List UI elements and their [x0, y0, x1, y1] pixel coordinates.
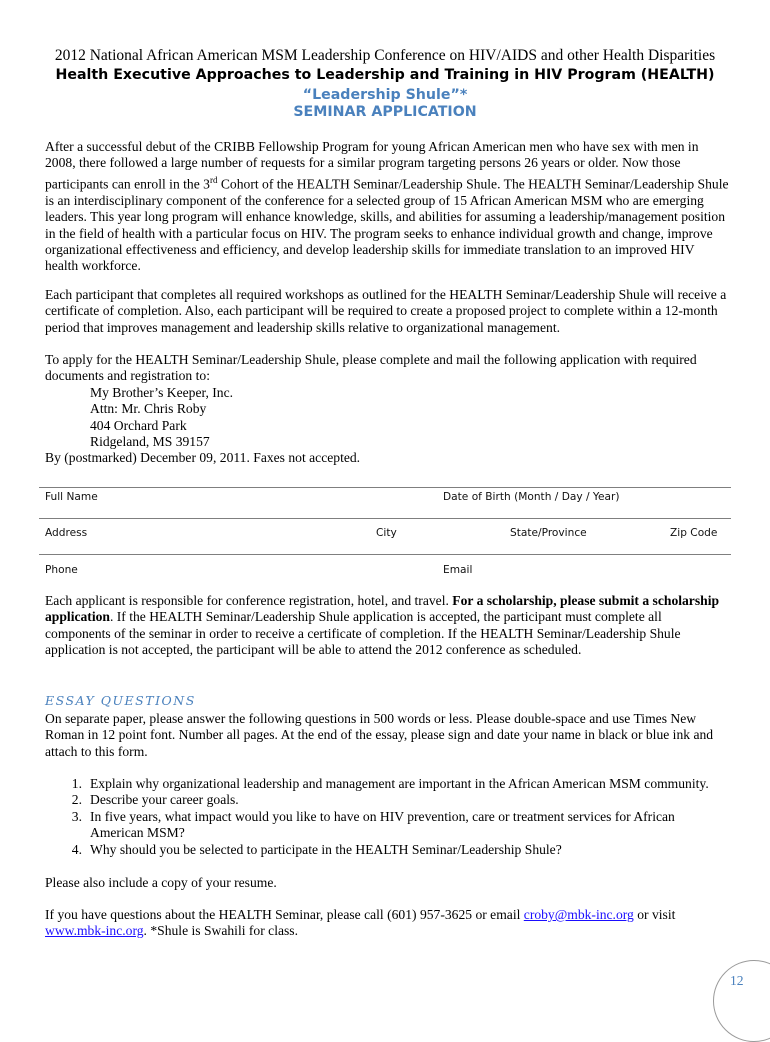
- state-label: State/Province: [510, 527, 587, 539]
- dob-label: Date of Birth (Month / Day / Year): [443, 491, 620, 503]
- application-instructions: [45, 352, 730, 467]
- question-number: 3.: [71, 808, 82, 824]
- footnote-text: . *Shule is Swahili for class.: [143, 923, 298, 939]
- responsibility-text-end: . If the HEALTH Seminar/Leadership Shule application is accepted, the participant must complete all components of the seminar in order to receive a certificate of completion. If the HEALTH Seminar/Leadership Shule application is not accepted, the participant will be able to attend the 2012 conference as scheduled.: [45, 609, 681, 658]
- question-number: 2.: [71, 792, 82, 808]
- essay-section-heading: ESSAY QUESTIONS: [45, 693, 196, 708]
- essay-instructions: On separate paper, please answer the following questions in 500 words or less. Please double-space and use Times New Roman in 12 point font. Number all pages. At the end of the essay, please sign and date your name in black or blue ink and attach to this form.: [45, 711, 714, 759]
- certificate-paragraph: Each participant that completes all required workshops as outlined for the HEALTH Seminar/Leadership Shule will receive a certificate of completion. Also, each participant will be required to create a proposed project to complete within a 12-month period that improves management and leadership skills relative to organizational management.: [45, 287, 727, 335]
- intro-paragraph: [45, 139, 730, 275]
- list-item: [45, 809, 730, 842]
- intro-text-start: After a successful debut of the CRIBB Fellowship Program for young African American men who have sex with men in 2008, there followed a large number of requests for a similar program targeting persons 26 years or older. Now those participants can enroll in the 3: [45, 139, 699, 192]
- form-row-address: [39, 524, 731, 555]
- program-subtitle: “Leadership Shule”*: [302, 87, 468, 103]
- form-row-contact: [39, 561, 731, 591]
- email-link[interactable]: croby@mbk-inc.org: [523, 907, 634, 922]
- question-text: In five years, what impact would you like to have on HIV prevention, care or treatment services for African American MSM?: [90, 808, 675, 841]
- deadline-text: By (postmarked) December 09, 2011. Faxes not accepted.: [45, 450, 361, 466]
- zip-label: Zip Code: [670, 527, 718, 539]
- question-number: 1.: [71, 776, 82, 791]
- ordinal-suffix: rd: [209, 174, 218, 185]
- conference-title: 2012 National African American MSM Leadership Conference on HIV/AIDS and other Health Disparities: [54, 47, 716, 64]
- email-label: Email: [443, 564, 473, 576]
- question-number: 4.: [71, 841, 82, 857]
- document-title: SEMINAR APPLICATION: [293, 104, 477, 120]
- address-line: 404 Orchard Park: [90, 417, 187, 433]
- scholarship-note: For a scholarship, please submit a scholarship application: [45, 593, 720, 625]
- address-line: Ridgeland, MS 39157: [90, 434, 210, 450]
- contact-text: If you have questions about the HEALTH Seminar, please call (601) 957-3625 or email: [45, 907, 524, 922]
- mail-instructions: To apply for the HEALTH Seminar/Leadership Shule, please complete and mail the following application with required documents and registration to:: [45, 352, 697, 384]
- address-line: Attn: Mr. Chris Roby: [90, 401, 207, 417]
- contact-paragraph: [45, 907, 730, 940]
- question-text: Why should you be selected to participate in the HEALTH Seminar/Leadership Shule?: [90, 841, 562, 857]
- responsibility-text: Each applicant is responsible for conference registration, hotel, and travel.: [45, 593, 453, 608]
- city-label: City: [376, 527, 397, 539]
- phone-label: Phone: [45, 564, 78, 576]
- address-line: My Brother’s Keeper, Inc.: [90, 384, 234, 400]
- essay-questions-list: [45, 776, 730, 858]
- list-item: [45, 792, 730, 808]
- website-link[interactable]: www.mbk-inc.org: [45, 923, 144, 939]
- form-row-name: [39, 487, 731, 519]
- question-text: Describe your career goals.: [90, 792, 239, 808]
- program-title: Health Executive Approaches to Leadership and Training in HIV Program (HEALTH): [55, 67, 715, 83]
- page-number: 12: [730, 973, 744, 988]
- address-label: Address: [45, 527, 88, 539]
- responsibility-paragraph: [45, 593, 730, 659]
- resume-note: Please also include a copy of your resume.: [45, 875, 277, 890]
- list-item: [45, 776, 730, 792]
- contact-text-mid: or visit: [633, 907, 676, 922]
- list-item: [45, 842, 730, 858]
- question-text: Explain why organizational leadership and management are important in the African American MSM community.: [90, 776, 709, 791]
- intro-text-end: Cohort of the HEALTH Seminar/Leadership Shule. The HEALTH Seminar/Leadership Shule is an interdisciplinary component of the conference for a selected group of 15 African American MSM who are emerging leaders. This year long program will enhance knowledge, skills, and abilities for assuming a leadership/management position in the field of health with a particular focus on HIV. The program seeks to enhance individual growth and change, improve organizational effectiveness and efficiency, and develop leadership skills for immediate translation to an improved HIV health workforce.: [45, 176, 729, 274]
- full-name-label: Full Name: [45, 491, 98, 503]
